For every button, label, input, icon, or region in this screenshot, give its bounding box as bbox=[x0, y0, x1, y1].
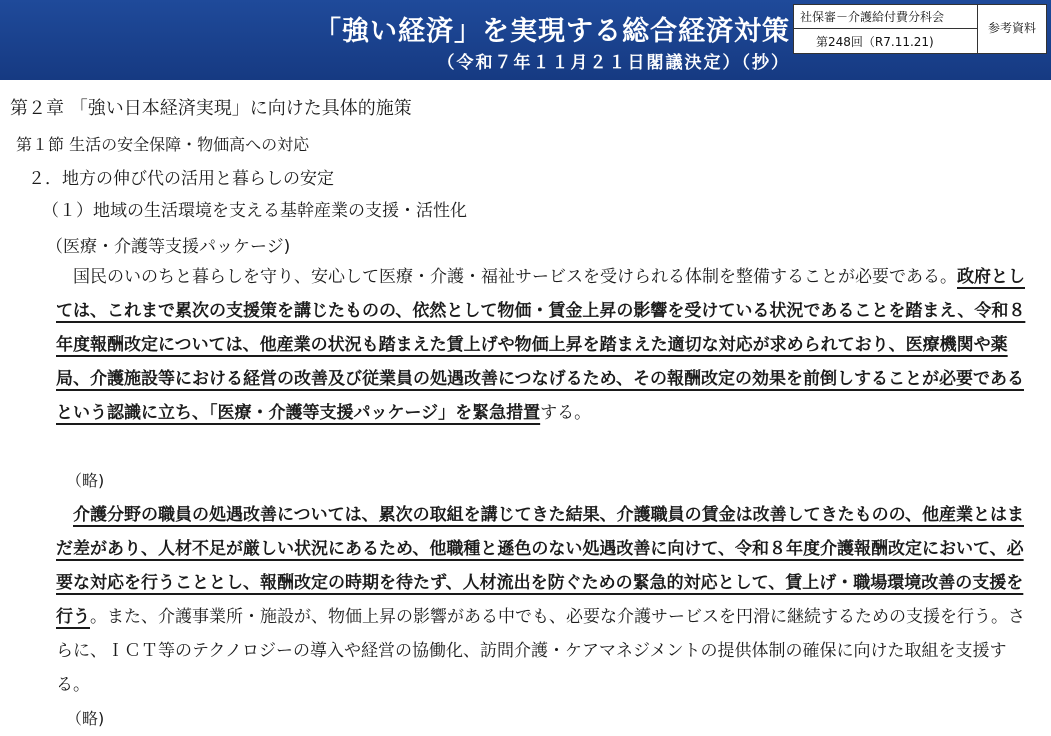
document-title: 「強い経済」を実現する総合経済対策 bbox=[314, 16, 790, 47]
emphasis-text: 介護分野の職員の処遇改善については、累次の取組を講じてきた結果、介護職員の賃金は改善してきたものの、他産業とはまだ差があり、人材不足が厳しい状況にあるため、他職種と遜色のない処遇改善に向けて、令和８年度介護報酬改定において、必要な対応を行うこととし、報酬改定の時期を待たず、人材流出を防ぐための緊急的対応として、賃上げ・職場環境改善の支援を行う bbox=[56, 505, 1024, 627]
item-heading: ２．地方の伸び代の活用と暮らしの安定 bbox=[28, 169, 334, 189]
emphasis-text: 政府としては、これまで累次の支援策を講じたものの、依然として物価・賃金上昇の影響を受けている状況であることを踏まえ、令和８年度報酬改定については、他産業の状況も踏まえた賃上げや物価上昇を踏まえた適切な対応が求められており、医療機関や薬局、介護施設等における経営の改善及び従業員の処遇改善につなげるため、その報酬改定の効果を前倒しすることが必要であるという認識に立ち、「医療・介護等支援パッケージ」を緊急措置 bbox=[56, 267, 1026, 423]
paragraph-medical-package bbox=[56, 260, 1031, 430]
document-subtitle: （令和７年１１月２１日閣議決定）（抄） bbox=[437, 53, 790, 73]
paragraph-tail: する。 bbox=[540, 403, 592, 423]
document-body bbox=[0, 80, 1051, 736]
subitem-heading: （１）地域の生活環境を支える基幹産業の支援・活性化 bbox=[42, 201, 467, 221]
omission-mark: （略) bbox=[66, 709, 105, 728]
section-heading: 第１節 生活の安全保障・物価高への対応 bbox=[16, 135, 310, 154]
header-banner bbox=[0, 0, 1051, 80]
paragraph-lead: 国民のいのちと暮らしを守り、安心して医療・介護・福祉サービスを受けられる体制を整備することが必要である。 bbox=[73, 267, 957, 287]
reference-label: 参考資料 bbox=[988, 21, 1037, 35]
paragraph-tail: 。また、介護事業所・施設が、物価上昇の影響がある中でも、必要な介護サービスを円滑に継続するための支援を行う。さらに、ＩＣＴ等のテクノロジーの導入や経営の協働化、訪問介護・ケアマネジメントの提供体制の確保に向けた取組を支援する。 bbox=[56, 607, 1025, 695]
paragraph-care-workers bbox=[56, 498, 1031, 702]
package-heading: （医療・介護等支援パッケージ) bbox=[46, 237, 291, 257]
chapter-heading: 第２章 「強い日本経済実現」に向けた具体的施策 bbox=[10, 98, 412, 119]
council-name: 社保審－介護給付費分科会 bbox=[794, 5, 978, 29]
session-number: 第248回（R7.11.21) bbox=[794, 29, 978, 53]
meta-box bbox=[793, 4, 1047, 54]
omission-mark: （略) bbox=[66, 471, 105, 490]
